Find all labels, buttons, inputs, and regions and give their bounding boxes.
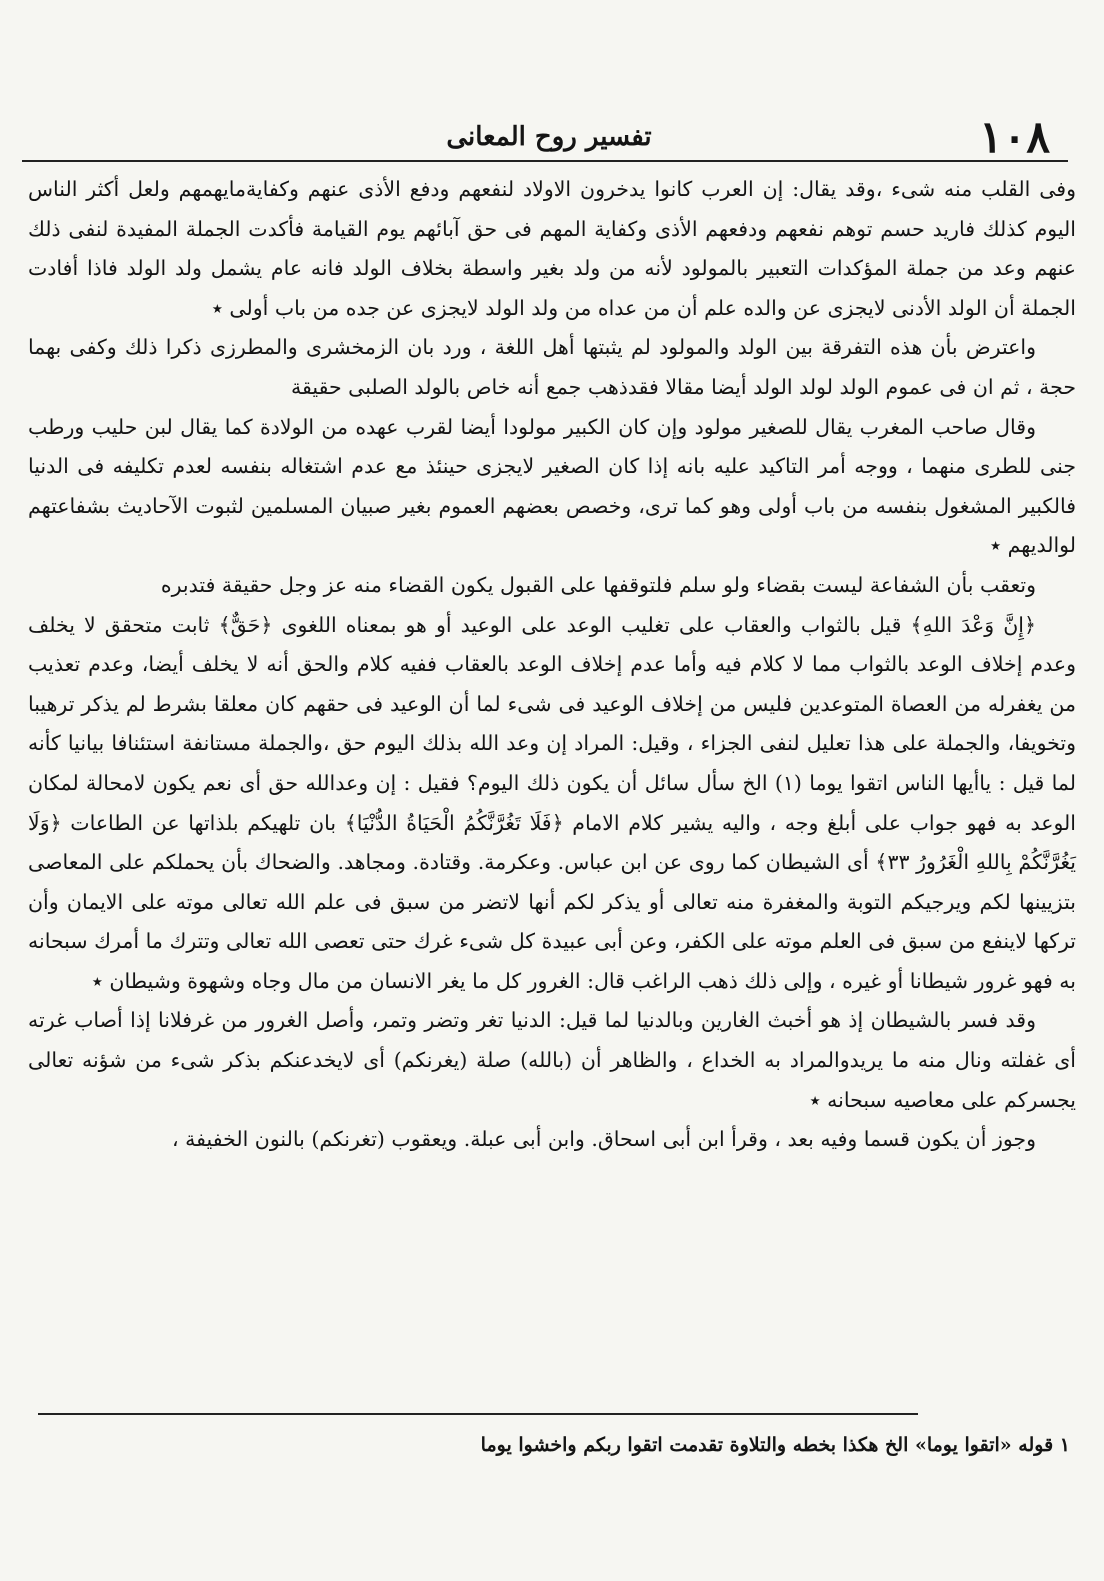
paragraph-7: وجوز أن يكون قسما وفيه بعد ، وقرأ ابن أبى اسحاق. وابن أبى عبلة. ويعقوب (تغرنكم) بالنون الخفيفة ، [172, 1127, 1036, 1152]
header-rule [22, 160, 1068, 162]
paragraph-1: وفى القلب منه شىء ،وقد يقال: إن العرب كانوا يدخرون الاولاد لنفعهم ودفع الأذى عنهم وكفايةمايهمهم ولعل أكثر الناس اليوم كذلك فاريد حسم توهم نفعهم ودفعهم الأذى وكفاية المهم فى حق آبائهم يوم القيامة فأكدت الجملة المفيدة لنفى ذلك عنهم وعد من جملة المؤكدات التعبير بالمولود لأنه من ولد بغير واسطة بخلاف الولد فانه عام يشمل ولد الولد فاذا أفادت الجملة أن الولد الأدنى لايجزى عن والده علم أن من عداه من ولد الولد لايجزى عن جده من باب أولى ٭ [28, 177, 1076, 320]
page-number: ١٠٨ [979, 112, 1050, 163]
paragraph-2: واعترض بأن هذه التفرقة بين الولد والمولود لم يثبتها أهل اللغة ، ورد بان الزمخشرى والمطرزى ذكرا ذلك وكفى بهما حجة ، ثم ان فى عموم الولد لولد الولد أيضا مقالا فقدذهب جمع أنه خاص بالولد الصلبى حقيقة [28, 335, 1076, 399]
paragraph-4: وتعقب بأن الشفاعة ليست بقضاء ولو سلم فلتوقفها على القبول يكون القضاء منه عز وجل حقيقة فتدبره [160, 572, 1036, 597]
footnote-rule [38, 1413, 918, 1415]
paragraph-6: وقد فسر بالشيطان إذ هو أخبث الغارين وبالدنيا لما قيل: الدنيا تغر وتضر وتمر، وأصل الغرور من غرفلانا إذا أصاب غرته أى غفلته ونال منه ما يريدوالمراد به الخداع ، والظاهر أن (بالله) صلة (يغرنكم) أى لايخدعنكم بذكر شىء من شؤنه تعالى يجسركم على معاصيه سبحانه ٭ [28, 1008, 1076, 1112]
page-header [38, 112, 1060, 163]
paragraph-5: ﴿إِنَّ وَعْدَ اللهِ﴾ قيل بالثواب والعقاب على تغليب الوعد على الوعيد أو هو بمعناه اللغوى ﴿حَقٌّ﴾ ثابت متحقق لا يخلف وعدم إخلاف الوعد بالثواب مما لا كلام فيه وأما عدم إخلاف الوعد بالعقاب ففيه كلام والحق أنه لا يخلف أيضا، وعدم تعذيب من يغفرله من العصاة المتوعدين فليس من إخلاف الوعيد فى شىء لما أن الوعيد فى حقهم كان معلقا بشرط لم يذكر ترهيبا وتخويفا، والجملة على هذا تعليل لنفى الجزاء ، وقيل: المراد إن وعد الله بذلك اليوم حق ،والجملة مستانفة استئنافا بيانيا كأنه لما قيل : ياأيها الناس اتقوا يوما (١) الخ سأل سائل أن يكون ذلك اليوم؟ فقيل : إن وعدالله حق أى نعم يكون لامحالة لمكان الوعد به فهو جواب على أبلغ وجه ، واليه يشير كلام الامام ﴿فَلَا تَغُرَّنَّكُمُ الْحَيَاةُ الدُّنْيَا﴾ بان تلهيكم بلذاتها عن الطاعات ﴿وَلَا يَغُرَّنَّكُمْ بِاللهِ الْغَرُورُ ٣٣﴾ أى الشيطان كما روى عن ابن عباس. وعكرمة. وقتادة. ومجاهد. والضحاك بأن يحملكم على المعاصى بتزيينها لكم ويرجيكم التوبة والمغفرة منه تعالى أو يذكر لكم أنها لاتضر من سبق فى علم الله تعالى موته على الايمان وأن تركها لاينفع من سبق فى العلم موته على الكفر، وعن أبى عبيدة كل شىء غرك حتى تعصى الله تعالى وتترك ما أمرك سبحانه به فهو غرور شيطانا أو غيره ، وإلى ذلك ذهب الراغب قال: الغرور كل ما يغر الانسان من مال وجاه وشهوة وشيطان ٭ [28, 612, 1076, 993]
footnote: ١ قوله «اتقوا يوما» الخ هكذا بخطه والتلاوة تقدمت اتقوا ربكم واخشوا يوما [480, 1434, 1070, 1456]
running-title: تفسير روح المعانى [446, 122, 652, 152]
paragraph-3: وقال صاحب المغرب يقال للصغير مولود وإن كان الكبير مولودا أيضا لقرب عهده من الولادة كما يقال لبن حليب ورطب جنى للطرى منهما ، ووجه أمر التاكيد عليه بانه إذا كان الصغير لايجزى حينئذ مع عدم اشتغاله بنفسه لعدم تكليفه فى الدنيا فالكبير المشغول بنفسه من باب أولى وهو كما ترى، وخصص بعضهم العموم بغير صبيان المسلمين لثبوت الآحاديث بشفاعتهم لوالديهم ٭ [28, 414, 1076, 558]
commentary-text [28, 170, 1076, 1160]
